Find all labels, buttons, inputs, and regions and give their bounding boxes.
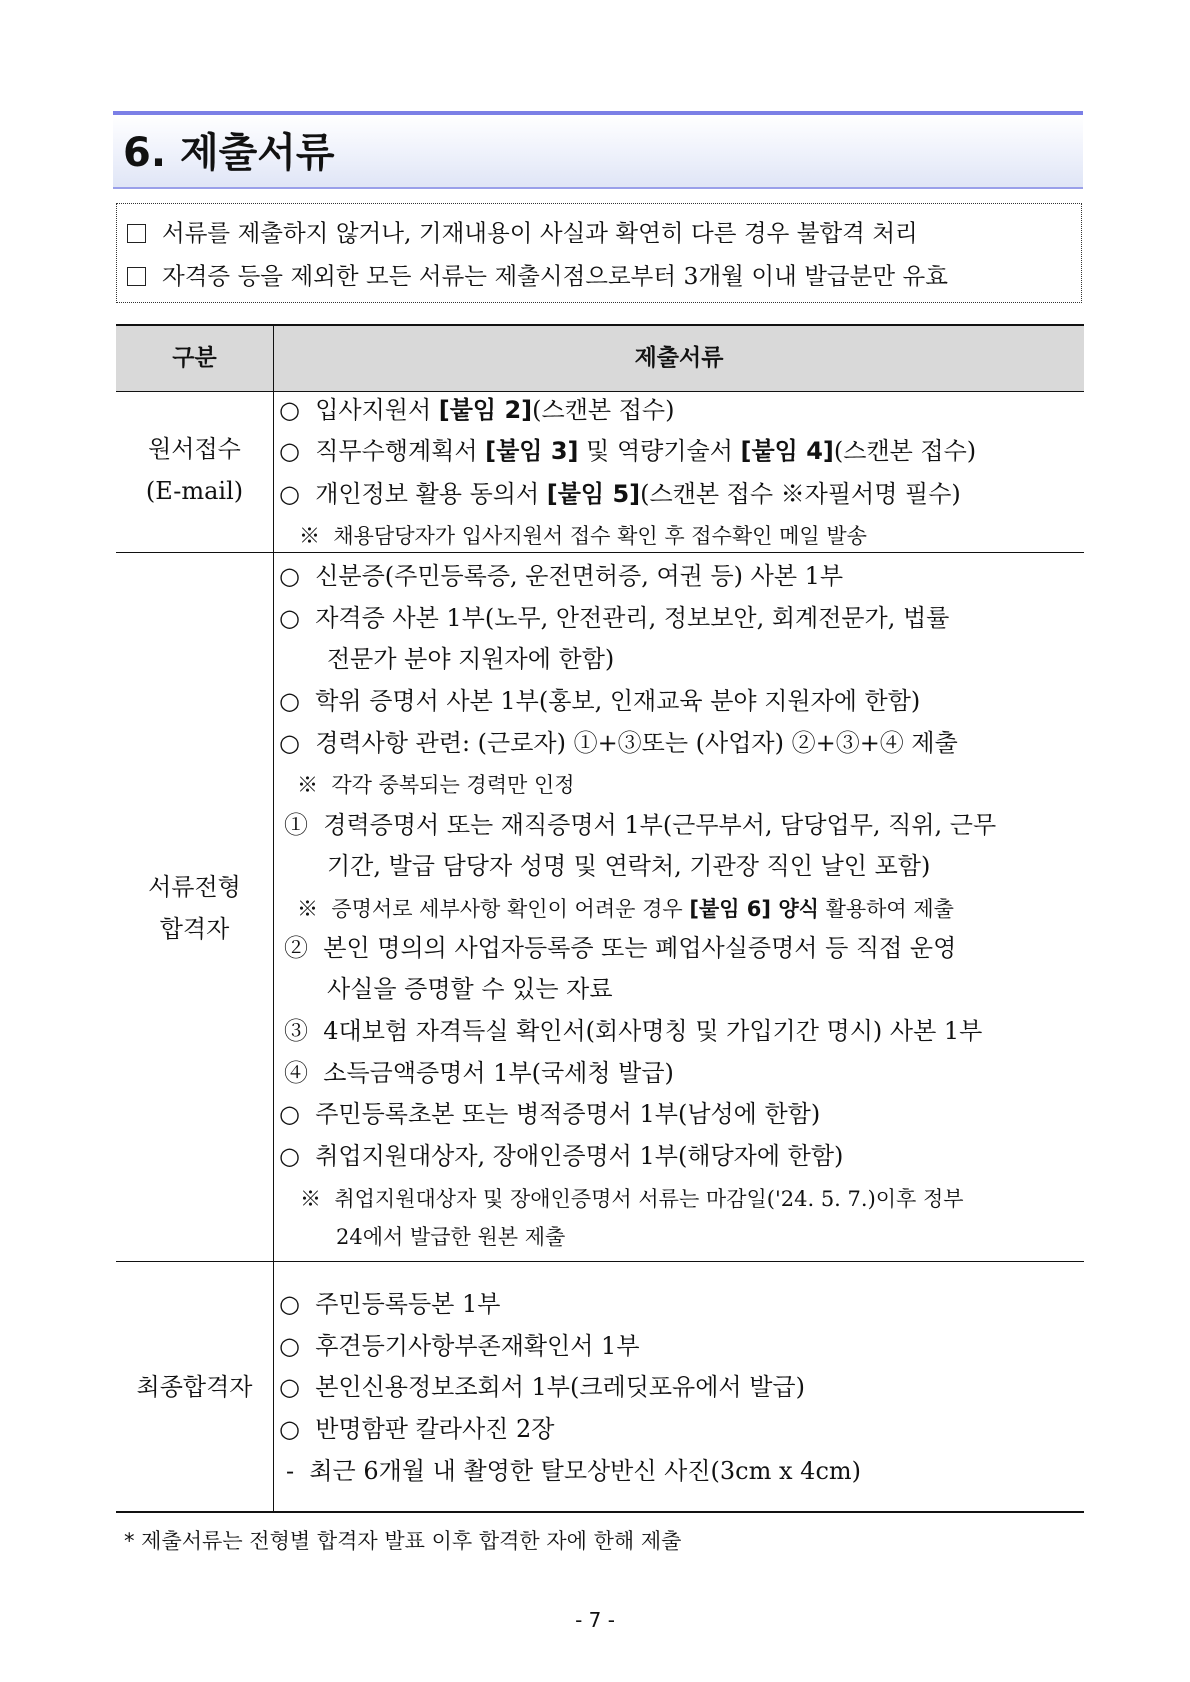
list-item: ○ 자격증 사본 1부(노무, 안전관리, 정보보안, 회계전문가, 법률 <box>279 604 950 632</box>
list-item: ○ 후견등기사항부존재확인서 1부 <box>279 1332 640 1360</box>
note-item: ※ 증명서로 세부사항 확인이 어려운 경우 [붙임 6] 양식 활용하여 제출 <box>297 897 954 921</box>
list-item: ○ 개인정보 활용 동의서 [붙임 5](스캔본 접수 ※자필서명 필수) <box>279 480 961 508</box>
note-item: ※ 취업지원대상자 및 장애인증명서 서류는 마감일('24. 5. 7.)이후 정부 <box>300 1187 964 1211</box>
table-divider <box>116 391 1084 392</box>
column-header-category: 구분 <box>172 345 217 371</box>
list-item: ○ 반명함판 칼라사진 2장 <box>279 1415 555 1443</box>
numbered-item: ② 본인 명의의 사업자등록증 또는 폐업사실증명서 등 직접 운영 <box>284 934 957 962</box>
list-item: ○ 경력사항 관련: (근로자) ①+③또는 (사업자) ②+③+④ 제출 <box>279 729 958 757</box>
list-item: ○ 주민등록초본 또는 병적증명서 1부(남성에 한함) <box>279 1100 821 1128</box>
list-item-continuation: 사실을 증명할 수 있는 자료 <box>327 975 613 1003</box>
list-item-continuation: 기간, 발급 담당자 성명 및 연락처, 기관장 직인 날인 포함) <box>327 852 931 880</box>
category-label: 원서접수 <box>148 435 241 463</box>
checkbox-icon <box>127 224 146 243</box>
page-number: - 7 - <box>575 1608 615 1632</box>
list-item: ○ 취업지원대상자, 장애인증명서 1부(해당자에 한함) <box>279 1142 844 1170</box>
category-cell-document-screening <box>116 866 273 950</box>
notice-text: 자격증 등을 제외한 모든 서류는 제출시점으로부터 3개월 이내 발급분만 유효 <box>162 262 948 290</box>
checkbox-icon <box>127 267 146 286</box>
list-item: ○ 직무수행계획서 [붙임 3] 및 역량기술서 [붙임 4](스캔본 접수) <box>279 437 977 465</box>
table-bottom-border <box>116 1511 1084 1513</box>
numbered-item: ① 경력증명서 또는 재직증명서 1부(근무부서, 담당업무, 직위, 근무 <box>284 811 997 839</box>
category-cell-final <box>116 1366 273 1408</box>
notice-box <box>116 203 1082 303</box>
category-cell-application <box>116 428 273 512</box>
list-item: ○ 본인신용정보조회서 1부(크레딧포유에서 발급) <box>279 1373 805 1401</box>
category-label: 합격자 <box>159 915 230 943</box>
list-item-continuation: 전문가 분야 지원자에 한함) <box>327 645 615 673</box>
footnote: * 제출서류는 전형별 합격자 발표 이후 합격한 자에 한해 제출 <box>124 1529 682 1553</box>
list-item: ○ 학위 증명서 사본 1부(홍보, 인재교육 분야 지원자에 한함) <box>279 687 921 715</box>
list-item: ○ 신분증(주민등록증, 운전면허증, 여권 등) 사본 1부 <box>279 562 844 590</box>
table-column-divider <box>273 325 274 1512</box>
category-label: (E-mail) <box>145 477 244 505</box>
numbered-item: ③ 4대보험 자격득실 확인서(회사명칭 및 가입기간 명시) 사본 1부 <box>284 1017 983 1045</box>
note-item: ※ 각각 중복되는 경력만 인정 <box>297 773 575 797</box>
section-title: 6. 제출서류 <box>123 130 335 176</box>
list-item: ○ 주민등록등본 1부 <box>279 1290 501 1318</box>
list-item: ○ 입사지원서 [붙임 2](스캔본 접수) <box>279 396 675 424</box>
table-divider <box>116 1261 1084 1262</box>
category-label: 서류전형 <box>148 873 241 901</box>
sub-item: - 최근 6개월 내 촬영한 탈모상반신 사진(3cm x 4cm) <box>286 1457 862 1485</box>
note-item: ※ 채용담당자가 입사지원서 접수 확인 후 접수확인 메일 발송 <box>299 524 867 548</box>
notice-item <box>127 215 918 251</box>
category-label: 최종합격자 <box>136 1373 253 1401</box>
note-item-continuation: 24에서 발급한 원본 제출 <box>336 1225 566 1249</box>
notice-item <box>127 258 948 294</box>
notice-text: 서류를 제출하지 않거나, 기재내용이 사실과 확연히 다른 경우 불합격 처리 <box>162 219 918 247</box>
column-header-documents: 제출서류 <box>634 345 724 371</box>
numbered-item: ④ 소득금액증명서 1부(국세청 발급) <box>284 1059 674 1087</box>
section-heading-bar <box>113 111 1083 188</box>
heading-underline <box>113 187 1083 189</box>
